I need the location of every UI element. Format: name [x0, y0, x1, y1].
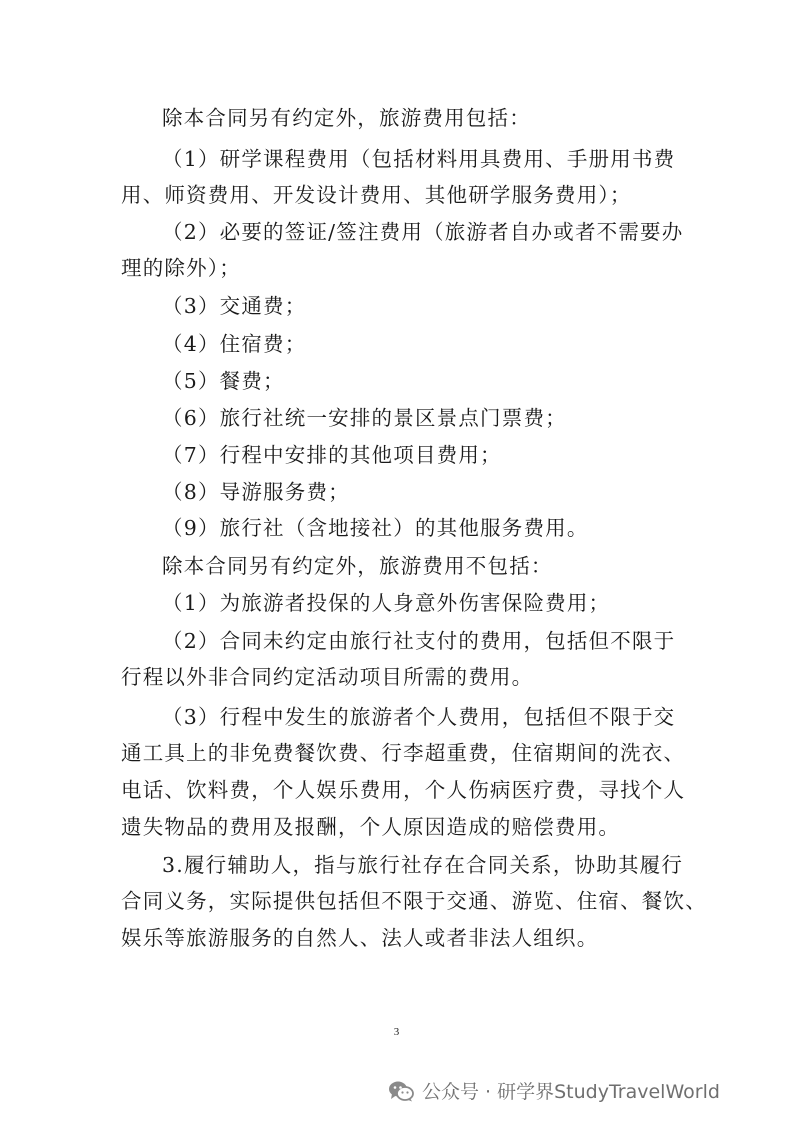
text-line: 娱乐等旅游服务的自然人、法人或者非法人组织。	[121, 926, 599, 950]
text-line: （3）行程中发生的旅游者个人费用，包括但不限于交	[162, 705, 676, 729]
text-line: （1）为旅游者投保的人身意外伤害保险费用；	[162, 591, 611, 615]
watermark-text: 公众号 · 研学界StudyTravelWorld	[422, 1081, 720, 1103]
text-line: （5）餐费；	[162, 369, 285, 393]
text-line: （2）必要的签证/签注费用（旅游者自办或者不需要办	[162, 220, 684, 244]
text-line: 电话、饮料费，个人娱乐费用，个人伤病医疗费，寻找个人	[121, 778, 686, 802]
text-line: （6）旅行社统一安排的景区景点门票费；	[162, 406, 567, 430]
text-line: 通工具上的非免费餐饮费、行李超重费，住宿期间的洗衣、	[121, 741, 686, 765]
wechat-logo-icon	[388, 1079, 414, 1103]
watermark	[388, 1077, 720, 1104]
text-line: 遗失物品的费用及报酬，个人原因造成的赔偿费用。	[121, 815, 621, 839]
text-line: 除本合同另有约定外，旅游费用包括：	[162, 106, 531, 130]
text-line: 用、师资费用、开发设计费用、其他研学服务费用）；	[121, 183, 632, 207]
text-line: （3）交通费；	[162, 294, 307, 318]
text-line: 3.履行辅助人，指与旅行社存在合同关系，协助其履行	[162, 853, 684, 877]
text-line: （2）合同未约定由旅行社支付的费用，包括但不限于	[162, 629, 676, 653]
text-line: 理的除外）；	[121, 256, 241, 280]
text-line: 除本合同另有约定外，旅游费用不包括：	[162, 554, 553, 578]
text-line: （9）旅行社（含地接社）的其他服务费用。	[162, 516, 589, 540]
text-line: 合同义务，实际提供包括但不限于交通、游览、住宿、餐饮、	[121, 889, 707, 913]
page-number: 3	[393, 1026, 400, 1038]
text-line: （1）研学课程费用（包括材料用具费用、手册用书费	[162, 147, 676, 171]
text-line: （4）住宿费；	[162, 332, 307, 356]
text-line: （8）导游服务费；	[162, 480, 350, 504]
text-line: （7）行程中安排的其他项目费用；	[162, 443, 502, 467]
text-line: 行程以外非合同约定活动项目所需的费用。	[121, 665, 534, 689]
